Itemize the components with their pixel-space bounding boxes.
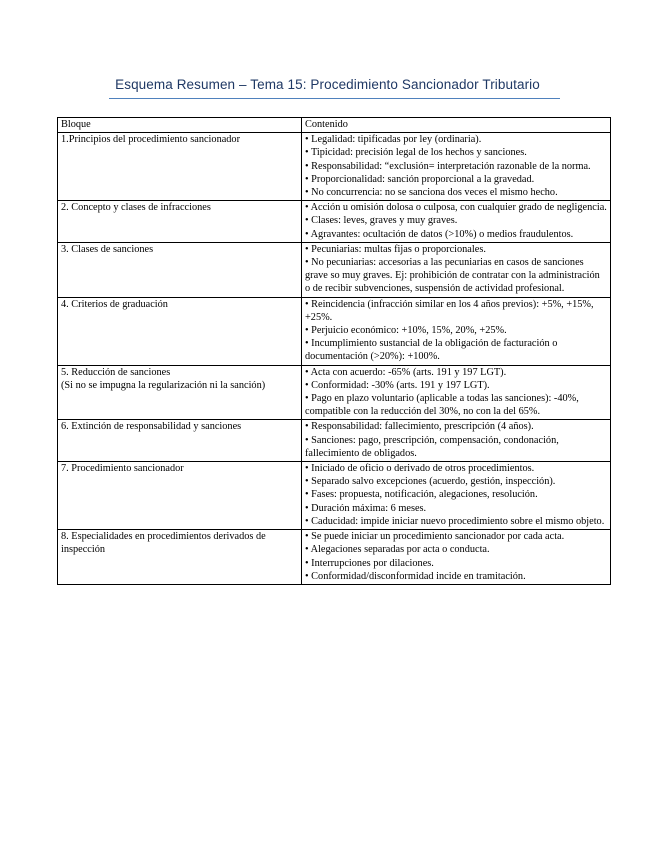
bloque-cell [58, 242, 302, 297]
bloque-text: 6. Extinción de responsabilidad y sanciones [61, 421, 242, 433]
contenido-cell [302, 530, 611, 585]
bullet-item: • Caducidad: impide iniciar nuevo procedimiento sobre el mismo objeto. [305, 515, 605, 527]
bullet-item: • Conformidad: -30% (arts. 191 y 197 LGT). [305, 379, 490, 391]
bullet-item: • Agravantes: ocultación de datos (>10%) o medios fraudulentos. [305, 228, 574, 240]
bullet-item: • Responsabilidad: “exclusión= interpretación razonable de la norma. [305, 160, 591, 172]
bullet-item: • Fases: propuesta, notificación, alegaciones, resolución. [305, 489, 538, 501]
contenido-cell [302, 133, 611, 201]
bloque-text: 5. Reducción de sanciones [61, 366, 171, 378]
header-bloque: Bloque [58, 118, 302, 133]
table-row [58, 133, 611, 201]
bullet-item: • Incumplimiento sustancial de la obligación de facturación o documentación (>20%): +100%. [305, 338, 558, 363]
contenido-cell [302, 462, 611, 530]
table-row [58, 420, 611, 462]
bullet-item: • Proporcionalidad: sanción proporcional a la gravedad. [305, 173, 535, 185]
bullet-item: • Iniciado de oficio o derivado de otros procedimientos. [305, 463, 535, 475]
bullet-item: • Alegaciones separadas por acta o conducta. [305, 544, 490, 556]
bloque-cell [58, 297, 302, 365]
bloque-text: 4. Criterios de graduación [61, 298, 168, 310]
bullet-item: • Acta con acuerdo: -65% (arts. 191 y 197 LGT). [305, 366, 507, 378]
table-row [58, 242, 611, 297]
table-row [58, 530, 611, 585]
bloque-cell [58, 530, 302, 585]
bloque-cell [58, 462, 302, 530]
page-title: Esquema Resumen – Tema 15: Procedimiento Sancionador Tributario [115, 77, 540, 92]
contenido-cell [302, 242, 611, 297]
bullet-item: • Sanciones: pago, prescripción, compensación, condonación, fallecimiento de obligados. [305, 434, 559, 459]
table-row [58, 462, 611, 530]
bloque-cell [58, 365, 302, 420]
bullet-item: • Duración máxima: 6 meses. [305, 502, 427, 514]
bloque-text: 1.Principios del procedimiento sancionador [61, 134, 241, 146]
table-row [58, 297, 611, 365]
header-contenido: Contenido [302, 118, 611, 133]
contenido-cell [302, 201, 611, 243]
bullet-item: • Se puede iniciar un procedimiento sancionador por cada acta. [305, 531, 565, 543]
bloque-text: 8. Especialidades en procedimientos derivados de inspección [61, 531, 266, 556]
bullet-item: • Conformidad/disconformidad incide en tramitación. [305, 570, 526, 582]
table-row [58, 201, 611, 243]
bloque-cell [58, 201, 302, 243]
summary-table [57, 117, 611, 585]
bullet-item: • Legalidad: tipificadas por ley (ordinaria). [305, 134, 482, 146]
bloque-cell [58, 133, 302, 201]
contenido-cell [302, 420, 611, 462]
bullet-item: • Pecuniarias: multas fijas o proporcionales. [305, 243, 486, 255]
bloque-text: (Si no se impugna la regularización ni la sanción) [61, 379, 266, 391]
bloque-text: 3. Clases de sanciones [61, 243, 154, 255]
bullet-item: • Acción u omisión dolosa o culposa, con cualquier grado de negligencia. [305, 202, 607, 214]
bullet-item: • Reincidencia (infracción similar en los 4 años previos): +5%, +15%, +25%. [305, 298, 594, 323]
table-row [58, 365, 611, 420]
bloque-text: 7. Procedimiento sancionador [61, 463, 184, 475]
bullet-item: • Pago en plazo voluntario (aplicable a todas las sanciones): -40%, compatible con la reducción del 30%, no con la del 65%. [305, 393, 579, 418]
bullet-item: • Tipicidad: precisión legal de los hechos y sanciones. [305, 147, 527, 159]
bullet-item: • Clases: leves, graves y muy graves. [305, 215, 458, 227]
contenido-cell [302, 365, 611, 420]
bullet-item: • No concurrencia: no se sanciona dos veces el mismo hecho. [305, 187, 558, 199]
title-underline [109, 98, 560, 99]
bullet-item: • Perjuicio económico: +10%, 15%, 20%, +25%. [305, 325, 507, 337]
bullet-item: • Separado salvo excepciones (acuerdo, gestión, inspección). [305, 476, 556, 488]
bloque-cell [58, 420, 302, 462]
bullet-item: • Responsabilidad: fallecimiento, prescripción (4 años). [305, 421, 534, 433]
table-header-row [58, 118, 611, 133]
bloque-text: 2. Concepto y clases de infracciones [61, 202, 211, 214]
contenido-cell [302, 297, 611, 365]
bullet-item: • Interrupciones por dilaciones. [305, 557, 434, 569]
table-body [58, 133, 611, 585]
bullet-item: • No pecuniarias: accesorias a las pecuniarias en casos de sanciones grave so muy graves. Ej: prohibición de contratar con la administración o de recibir subvenciones, suspensión de actividad profesional. [305, 257, 600, 295]
